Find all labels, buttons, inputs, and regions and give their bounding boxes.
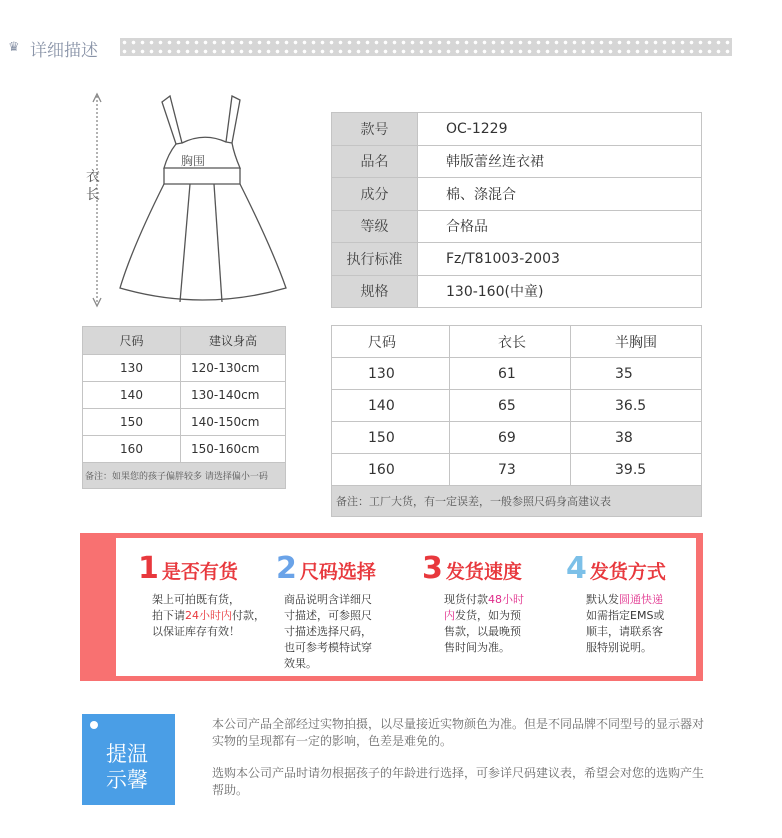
table-row — [332, 358, 702, 390]
notice-text: 付款， — [232, 609, 265, 622]
notice-text: 拍下请 — [152, 609, 185, 622]
notice-line: 商品说明含详细尺 — [284, 593, 372, 606]
table-cell: 36.5 — [571, 390, 702, 422]
table-cell: 38 — [571, 422, 702, 454]
table-cell: 120-130cm — [181, 355, 286, 382]
section-title: 详细描述 — [30, 41, 98, 61]
spec-key: 等级 — [332, 210, 418, 243]
table-cell: 140-150cm — [181, 409, 286, 436]
table-cell: 35 — [571, 358, 702, 390]
table-cell: 130 — [83, 355, 181, 382]
section-header — [8, 34, 730, 60]
table-cell: 140 — [83, 382, 181, 409]
table-row — [332, 454, 702, 486]
table-cell: 65 — [450, 390, 571, 422]
spec-key: 执行标准 — [332, 243, 418, 276]
notice-size-choice — [276, 551, 376, 672]
table-cell: 160 — [332, 454, 450, 486]
table-row — [83, 436, 286, 463]
notice-title: 是否有货 — [161, 561, 238, 583]
number-3: 3 — [422, 551, 443, 586]
chest-label: 胸围 — [181, 154, 206, 168]
spec-value: 130-160(中童) — [418, 275, 702, 308]
notice-line: 售时间为准。 — [444, 641, 510, 654]
spec-key: 规格 — [332, 275, 418, 308]
dress-diagram — [82, 88, 312, 318]
table-row — [83, 409, 286, 436]
warm-tips-badge — [82, 714, 175, 805]
notice-shipping-method — [566, 551, 666, 656]
notice-line: 服特别说明。 — [586, 641, 652, 654]
table-cell: 69 — [450, 422, 571, 454]
table-cell: 130 — [332, 358, 450, 390]
notice-line — [586, 592, 666, 608]
table-cell: 150 — [332, 422, 450, 454]
spec-value: 棉、涤混合 — [418, 178, 702, 211]
notice-title: 发货速度 — [445, 561, 522, 583]
table-cell: 150 — [83, 409, 181, 436]
table-cell: 61 — [450, 358, 571, 390]
table-cell: 160 — [83, 436, 181, 463]
number-1: 1 — [138, 551, 159, 586]
spec-key: 品名 — [332, 145, 418, 178]
notice-text: 默认发 — [586, 593, 619, 606]
column-header: 建议身高 — [181, 327, 286, 355]
number-4: 4 — [566, 551, 587, 586]
notice-availability — [138, 551, 265, 640]
notice-line: 如需指定EMS或 — [586, 609, 665, 622]
notice-text: 发货，如为预 — [455, 609, 521, 622]
spec-value: OC-1229 — [418, 113, 702, 146]
notice-line: 效果。 — [284, 657, 317, 670]
notice-shipping-speed — [422, 551, 524, 656]
notice-text: 现货付款 — [444, 593, 488, 606]
notice-highlight: 48小时 — [488, 593, 524, 606]
notice-line — [444, 592, 524, 608]
height-size-table — [82, 326, 286, 489]
notice-line: 寸描述，可参照尺 — [284, 609, 372, 622]
notice-banner — [80, 533, 703, 681]
number-2: 2 — [276, 551, 297, 586]
column-header: 衣长 — [450, 326, 571, 358]
notice-highlight: 24小时内 — [185, 609, 232, 622]
spec-value: 韩版蕾丝连衣裙 — [418, 145, 702, 178]
spec-table — [331, 112, 702, 308]
table-row — [332, 390, 702, 422]
column-header: 尺码 — [332, 326, 450, 358]
notice-line: 寸描述选择尺码， — [284, 625, 372, 638]
length-label-1: 衣 — [86, 169, 100, 185]
tips-text-color: 本公司产品全部经过实物拍摄，以尽量接近实物颜色为准。但是不同品牌不同型号的显示器对实物的呈现都有一定的影响，色差是难免的。 — [212, 717, 705, 748]
measurement-table — [331, 325, 702, 517]
table-row — [83, 355, 286, 382]
spec-row — [332, 178, 702, 211]
notice-highlight: 圆通快递 — [619, 593, 663, 606]
table-cell: 73 — [450, 454, 571, 486]
notice-line: 顺丰，请联系客 — [586, 625, 663, 638]
table-cell: 150-160cm — [181, 436, 286, 463]
dotted-divider — [120, 38, 732, 56]
notice-highlight: 内 — [444, 609, 455, 622]
table-header-row — [83, 327, 286, 355]
tips-title-line-2: 示馨 — [106, 768, 148, 792]
table-cell: 39.5 — [571, 454, 702, 486]
notice-line: 架上可拍既有货， — [152, 593, 240, 606]
tips-text-size: 选购本公司产品时请勿根据孩子的年龄进行选择，可参详尺码建议表，希望会对您的选购产生帮助。 — [212, 766, 705, 797]
spec-key: 成分 — [332, 178, 418, 211]
notice-banner-content — [116, 538, 696, 676]
spec-value: 合格品 — [418, 210, 702, 243]
table-note-row — [83, 463, 286, 489]
spec-row — [332, 275, 702, 308]
notice-title: 发货方式 — [589, 561, 666, 583]
spec-row — [332, 113, 702, 146]
table-cell: 130-140cm — [181, 382, 286, 409]
spec-row — [332, 243, 702, 276]
spec-row — [332, 145, 702, 178]
notice-line — [444, 608, 524, 624]
table-note: 备注：工厂大货，有一定误差，一般参照尺码身高建议表 — [332, 486, 702, 517]
spec-row — [332, 210, 702, 243]
table-cell: 140 — [332, 390, 450, 422]
table-note-row — [332, 486, 702, 517]
notice-title: 尺码选择 — [299, 561, 376, 583]
table-header-row — [332, 326, 702, 358]
notice-line: 以保证库存有效！ — [152, 625, 240, 638]
notice-line: 也可参考模特试穿 — [284, 641, 372, 654]
crown-icon: ♛ — [8, 40, 20, 55]
table-row — [83, 382, 286, 409]
length-label-2: 长 — [86, 187, 100, 203]
column-header: 尺码 — [83, 327, 181, 355]
spec-value: Fz/T81003-2003 — [418, 243, 702, 276]
badge-dot — [90, 721, 98, 729]
notice-line: 售款，以最晚预 — [444, 625, 521, 638]
table-row — [332, 422, 702, 454]
table-note: 备注：如果您的孩子偏胖较多 请选择偏小一码 — [83, 463, 286, 489]
tips-title-line-1: 提温 — [106, 742, 148, 766]
column-header: 半胸围 — [571, 326, 702, 358]
spec-key: 款号 — [332, 113, 418, 146]
notice-line — [152, 608, 265, 624]
